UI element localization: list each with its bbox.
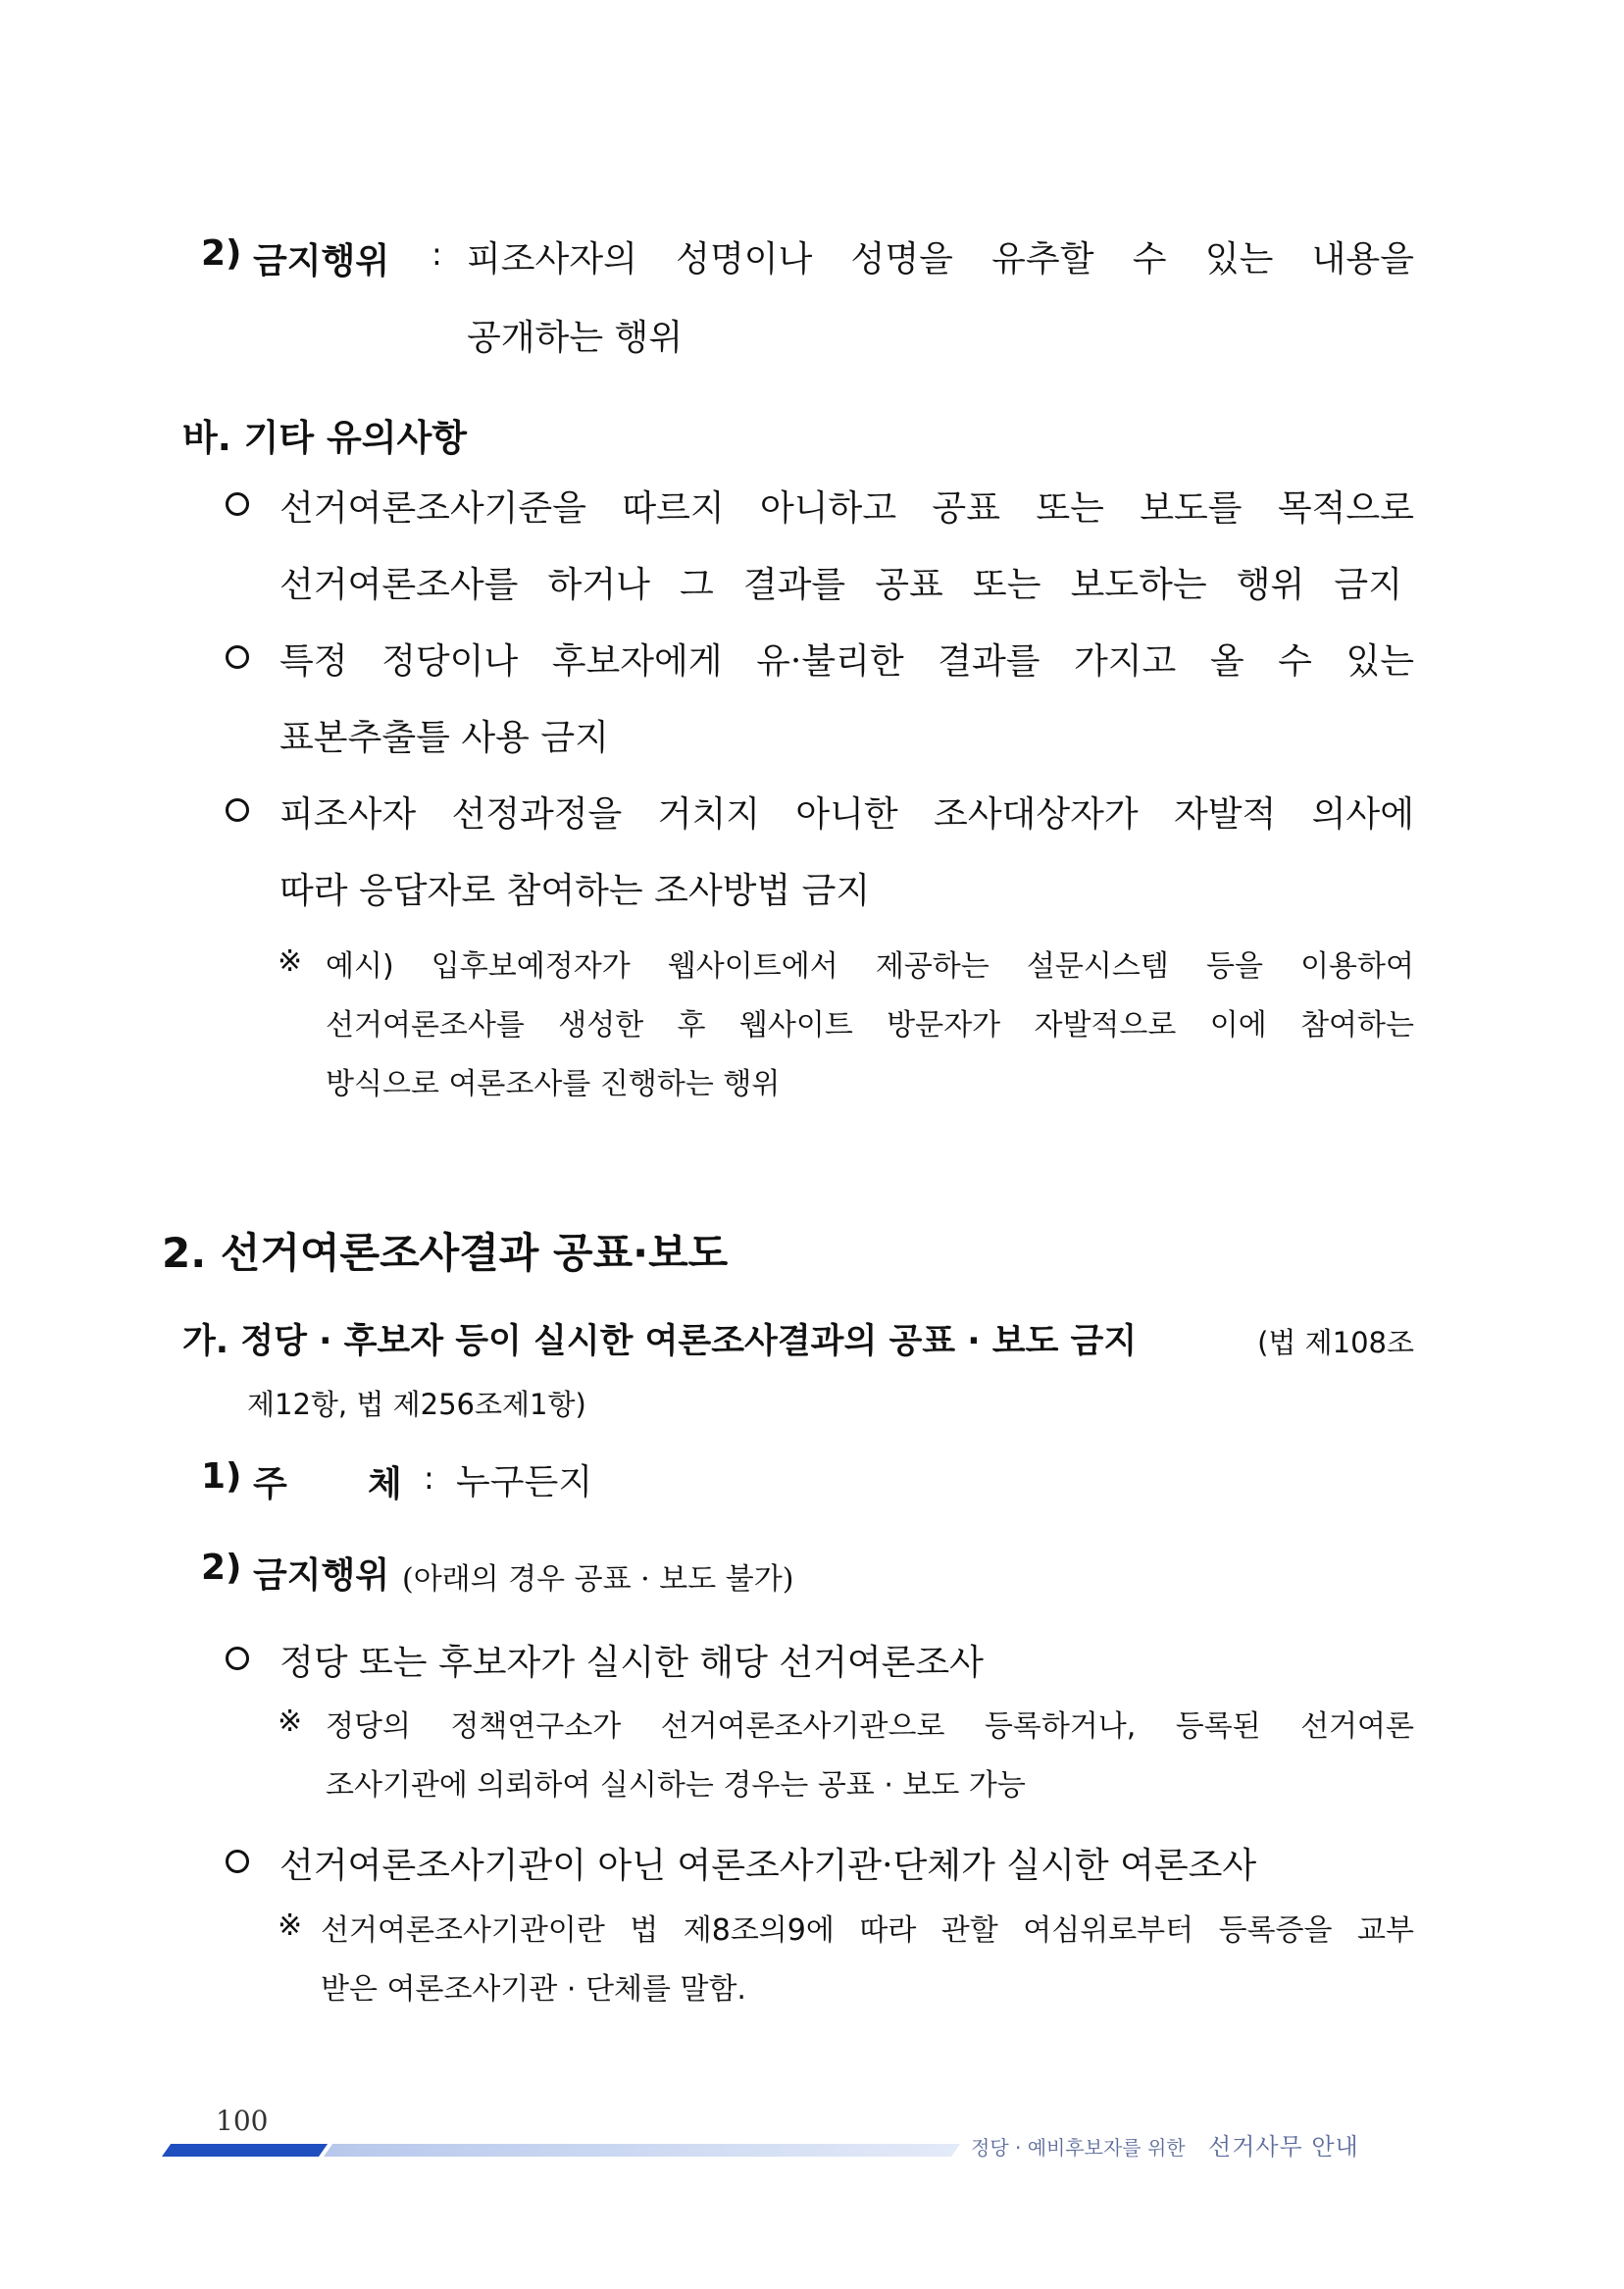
separator: :	[424, 1459, 434, 1497]
bullet-text: 선거여론조사기관이 아닌 여론조사기관·단체가 실시한 여론조사	[279, 1846, 1257, 1886]
bullet-text-line1: 선거여론조사기준을 따르지 아니하고 공표 또는 보도를 목적으로	[279, 488, 1414, 529]
circle-bullet-icon	[226, 492, 249, 516]
note-mark: ※	[278, 1704, 303, 1739]
sub-item-number: 2)	[201, 233, 242, 274]
bullet-text-line2: 표본추출틀 사용 금지	[279, 718, 609, 758]
section-heading-2: 2. 선거여론조사결과 공표·보도	[162, 1229, 729, 1277]
law-reference: (법 제108조	[1257, 1326, 1414, 1359]
note-text-line1: 선거여론조사기관이란 법 제8조의9에 따라 관할 여심위로부터 등록증을 교부	[321, 1913, 1414, 1948]
circle-bullet-icon	[226, 1850, 249, 1873]
sub-item-text-line1: 피조사자의 성명이나 성명을 유추할 수 있는 내용을	[467, 239, 1414, 280]
subsection-title: 가. 정당 · 후보자 등이 실시한 여론조사결과의 공표 · 보도 금지	[182, 1322, 1138, 1361]
circle-bullet-icon	[226, 645, 249, 669]
subject-label-b: 체	[368, 1464, 402, 1504]
footer-guide-prefix: 정당 · 예비후보자를 위한	[971, 2136, 1186, 2160]
page-number: 100	[216, 2105, 269, 2137]
bullet-text-line2: 선거여론조사를 하거나 그 결과를 공표 또는 보도하는 행위 금지	[279, 565, 1402, 605]
footer-bar-light	[324, 2144, 960, 2157]
note-text-line1: 정당의 정책연구소가 선거여론조사기관으로 등록하거나, 등록된 선거여론	[326, 1709, 1414, 1744]
bullet-text-line2: 따라 응답자로 참여하는 조사방법 금지	[279, 871, 871, 911]
note-text-line3: 방식으로 여론조사를 진행하는 행위	[326, 1067, 781, 1101]
bullet-text: 정당 또는 후보자가 실시한 해당 선거여론조사	[279, 1643, 984, 1683]
subject-label-a: 주	[253, 1464, 287, 1504]
footer-guide-title: 선거사무 안내	[1208, 2133, 1359, 2161]
separator: :	[431, 235, 442, 273]
subject-value: 누구든지	[456, 1462, 593, 1502]
sub-item-text-line2: 공개하는 행위	[467, 318, 684, 358]
note-text-line1: 예시) 입후보예정자가 웹사이트에서 제공하는 설문시스템 등을 이용하여	[326, 949, 1414, 984]
prohibited-paren: (아래의 경우 공표 · 보도 불가)	[402, 1562, 794, 1597]
prohibited-title: 금지행위	[253, 1555, 390, 1596]
note-text-line2: 받은 여론조사기관 · 단체를 말함.	[321, 1972, 746, 2007]
circle-bullet-icon	[226, 1647, 249, 1670]
note-mark: ※	[278, 944, 303, 979]
sub-item-title: 금지행위	[253, 241, 390, 281]
section-heading-ba: 바. 기타 유의사항	[182, 417, 468, 459]
subsection-heading-ga	[182, 1314, 1414, 1363]
law-reference-cont: 제12항, 법 제256조제1항)	[247, 1388, 586, 1421]
bullet-text-line1: 특정 정당이나 후보자에게 유·불리한 결과를 가지고 올 수 있는	[279, 641, 1414, 682]
subject-number: 1)	[201, 1456, 242, 1497]
circle-bullet-icon	[226, 798, 249, 822]
footer-bar-accent	[162, 2144, 328, 2157]
note-text-line2: 조사기관에 의뢰하여 실시하는 경우는 공표 · 보도 가능	[326, 1768, 1026, 1803]
note-text-line2: 선거여론조사를 생성한 후 웹사이트 방문자가 자발적으로 이에 참여하는	[326, 1008, 1414, 1043]
bullet-text-line1: 피조사자 선정과정을 거치지 아니한 조사대상자가 자발적 의사에	[279, 794, 1414, 835]
prohibited-number: 2)	[201, 1548, 242, 1588]
note-mark: ※	[278, 1908, 303, 1943]
